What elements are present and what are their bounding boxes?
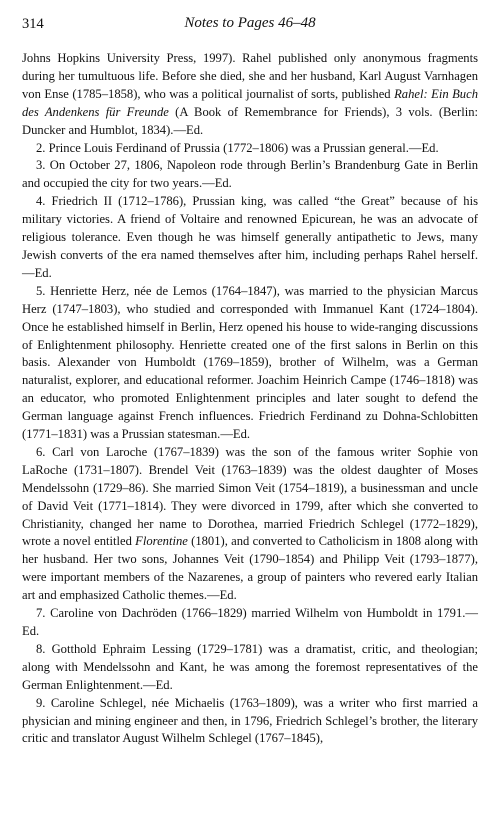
endnote-text: Johns Hopkins University Press, 1997). Rahel published only anonymous fragments during her tumultuous life. Before she died, she and her husband, Karl August Varnhagen von Ense (1785–1858), who was a political journalist of sorts, published xyxy=(22,51,478,101)
endnote-7 xyxy=(22,605,478,641)
endnote-text: Gotthold Ephraim Lessing (1729–1781) was a dramatist, critic, and theologian; along with Mendelssohn and Kant, he was among the foremost representatives of the German Enlightenment.—Ed. xyxy=(22,641,479,692)
endnote-text: Prince Louis Ferdinand of Prussia (1772–1806) was a Prussian general.—Ed. xyxy=(48,140,439,155)
endnote-number: 2. xyxy=(36,140,46,155)
endnote-9 xyxy=(22,695,478,749)
endnote-text: On October 27, 1806, Napoleon rode through Berlin’s Brandenburg Gate in Berlin and occupied the city for two years.—Ed. xyxy=(22,158,478,191)
endnote-number: 5. xyxy=(36,283,46,298)
endnote-number: 7. xyxy=(36,606,46,621)
endnote-2 xyxy=(22,140,478,158)
endnote-title-italic: Rahel: Ein Buch des Andenkens für Freunde xyxy=(22,86,478,119)
endnote-number: 6. xyxy=(36,444,46,459)
endnote-6 xyxy=(22,444,478,605)
endnote-continued xyxy=(22,50,478,140)
running-head: Notes to Pages 46–48 xyxy=(184,15,316,31)
endnote-5 xyxy=(22,283,478,444)
endnote-number: 4. xyxy=(36,194,46,209)
endnote-text: (A Book of Remembrance for Friends), 3 vols. (Berlin: Duncker and Humblot, 1834).—Ed. xyxy=(22,104,478,137)
endnote-text: Henriette Herz, née de Lemos (1764–1847), was married to the physician Marcus Herz (1747–1803), who studied and corresponded with Immanuel Kant (1724–1804). Once he established himself in Berlin, Herz opened his house to wide-ranging discussions of Enlightenment philosophy. Henriette created one of the first salons in Berlin on this basis. Alexander von Humboldt (1769–1859), brother of Wilhelm, was a German naturalist, explorer, and educational reformer. Joachim Heinrich Campe (1746–1818) was an educator, who promoted Enlightenment principles and later sought to defend the German language against French influences. Friedrich Ferdinand zu Dohna-Schlobitten (1771–1831) was a Prussian statesman.—Ed. xyxy=(22,283,478,442)
endnote-4 xyxy=(22,193,478,283)
page-header xyxy=(22,14,478,38)
endnote-text: Carl von Laroche (1767–1839) was the son of the famous writer Sophie von LaRoche (1731–1807). Brendel Veit (1763–1839) was the oldest daughter of Moses Mendelssohn (1729–86). She married Simon Veit (1754–1819), a businessman and uncle of David Veit (1771–1814). They were divorced in 1799, after which she converted to Christianity, changed her name to Dorothea, married Friedrich Schlegel (1772–1829), wrote a novel entitled xyxy=(22,444,478,549)
endnote-text: (1801), and converted to Catholicism in 1808 along with her husband. Her two sons, Johannes Veit (1790–1854) and Philipp Veit (1793–1877), were important members of the Nazarenes, a group of painters who revered early Italian art and emphasized Catholic themes.—Ed. xyxy=(22,534,478,603)
page-number: 314 xyxy=(22,16,44,32)
endnote-number: 3. xyxy=(36,158,46,173)
endnote-8 xyxy=(22,641,478,695)
endnote-title-italic: Florentine xyxy=(135,534,188,549)
endnote-text: Caroline von Dachröden (1766–1829) married Wilhelm von Humboldt in 1791.—Ed. xyxy=(22,606,478,638)
endnotes-body xyxy=(22,50,478,748)
endnote-3 xyxy=(22,157,478,193)
endnote-number: 8. xyxy=(36,641,46,656)
endnote-number: 9. xyxy=(36,695,46,710)
endnote-text: Friedrich II (1712–1786), Prussian king, was called “the Great” because of his military victories. A friend of Voltaire and renowned Epicurean, he was an advocate of religious tolerance. Even though he was himself generally antipathetic to Jews, many Jewish converts of the era named themselves after him, including perhaps Rahel herself.—Ed. xyxy=(22,194,478,280)
endnote-text: Caroline Schlegel, née Michaelis (1763–1809), was a writer who first married a physician and mining engineer and then, in 1796, Friedrich Schlegel’s brother, the literary critic and translator August Wilhelm Schlegel (1767–1845), xyxy=(22,695,478,746)
